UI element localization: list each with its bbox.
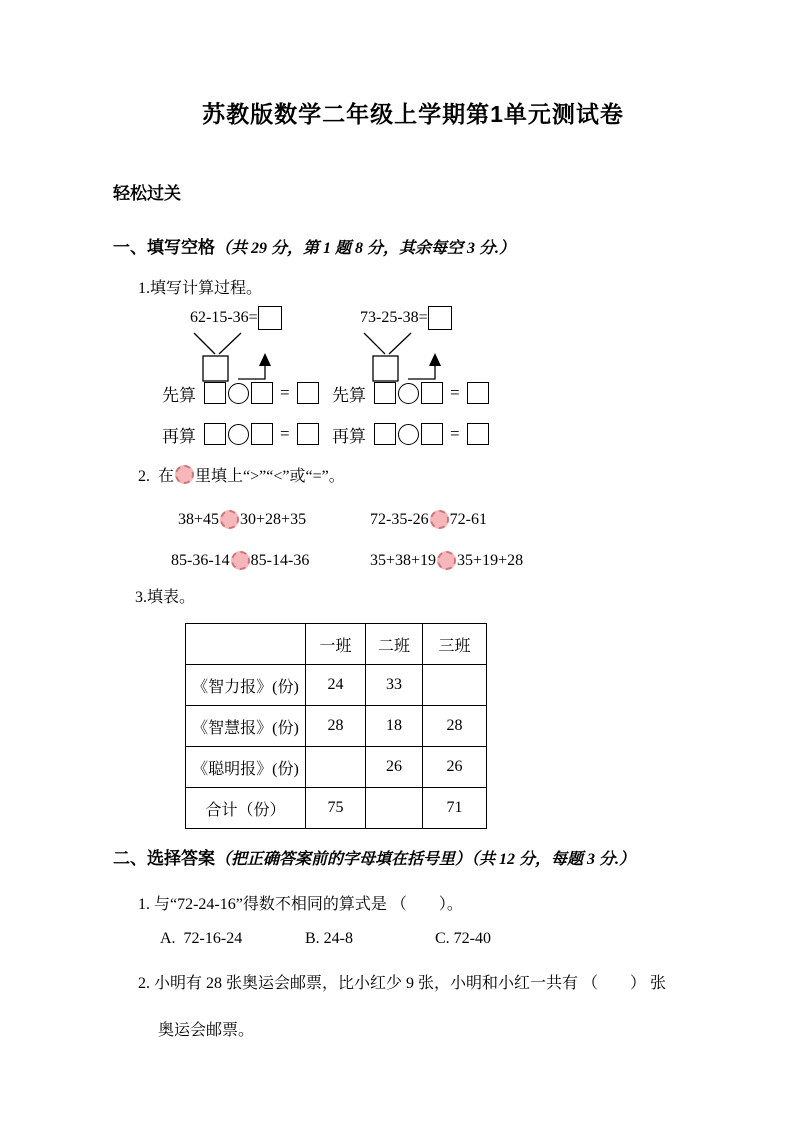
step-result-box: [373, 356, 398, 381]
section-two-heading: [113, 844, 713, 869]
compare-circle: [437, 551, 456, 570]
operator-circle: [228, 383, 249, 404]
table-cell: 24: [306, 665, 366, 706]
option-b: B. 24-8: [305, 930, 353, 947]
comparison-grid: [171, 510, 713, 570]
comparison-left: 85-36-14: [171, 551, 230, 569]
calc-col-left: [162, 306, 332, 447]
q3-label: 3.填表。: [135, 589, 196, 606]
table-row: [186, 665, 487, 706]
section-two-title: 二、选择答案: [113, 849, 215, 868]
row-label: 《智力报》(份): [186, 665, 306, 706]
up-arrow-head: [259, 353, 271, 366]
expression-text: 73-25-38=: [360, 309, 428, 326]
q1-label: 1.填写计算过程。: [138, 280, 263, 297]
answer-box: [421, 423, 443, 445]
split-arrow-diagram: [350, 332, 490, 384]
comparison-item: [171, 551, 370, 570]
calc-col-right: [332, 306, 502, 447]
first-step-label: 先算: [162, 385, 196, 405]
option-a: A. 72-16-24: [160, 930, 243, 947]
split-line-right: [389, 333, 411, 354]
up-arrow-shaft: [408, 365, 435, 379]
answer-box: [428, 306, 452, 330]
table-cell: 26: [423, 747, 487, 788]
equals-sign: =: [280, 424, 290, 443]
table-cell: 26: [366, 747, 423, 788]
operator-circle: [398, 424, 419, 445]
answer-box: [258, 306, 282, 330]
answer-box: [251, 423, 273, 445]
answer-box: [374, 423, 396, 445]
q2-label-prefix: 2. 在: [138, 468, 175, 485]
expression-text: 62-15-36=: [190, 309, 258, 326]
answer-box: [467, 382, 489, 404]
calc-process-area: [162, 306, 713, 447]
split-line-right: [219, 333, 241, 354]
second-step-row: [332, 421, 502, 447]
answer-box: [467, 423, 489, 445]
table-row: [186, 788, 487, 829]
expression-row-left: [190, 306, 332, 330]
first-step-label: 先算: [332, 385, 366, 405]
split-arrow-diagram: [180, 332, 320, 384]
second-step-label: 再算: [332, 426, 366, 446]
compare-circle: [231, 551, 250, 570]
operator-circle: [228, 424, 249, 445]
comparison-item: [370, 551, 713, 570]
comparison-left: 38+45: [178, 510, 220, 528]
equals-sign: =: [450, 383, 460, 402]
comparison-item: [178, 510, 370, 529]
table-cell: 28: [423, 706, 487, 747]
q2-label: [138, 463, 713, 486]
section-two-note: （把正确答案前的字母填在括号里）（共 12 分，每题 3 分.）: [215, 851, 636, 868]
q2-label-suffix: 里填上“>”“<”或“=”。: [195, 468, 345, 485]
table-row: [186, 706, 487, 747]
s2-q2-line2: 奥运会邮票。: [158, 1022, 255, 1039]
col-header-class3: 三班: [423, 624, 487, 665]
table-cell: 18: [366, 706, 423, 747]
up-arrow-head: [429, 353, 441, 366]
answer-box: [251, 382, 273, 404]
step-result-box: [203, 356, 228, 381]
s2-q1-options: [160, 930, 713, 948]
table-cell: 28: [306, 706, 366, 747]
pass-heading: 轻松过关: [113, 184, 181, 203]
table-cell: 33: [366, 665, 423, 706]
row-label: 合计（份）: [186, 788, 306, 829]
answer-box: [374, 382, 396, 404]
comparison-left: 35+38+19: [370, 551, 437, 569]
table-cell: [423, 665, 487, 706]
compare-circle: [175, 465, 194, 484]
table-corner-cell: [186, 624, 306, 665]
row-label: 《聪明报》(份): [186, 747, 306, 788]
comparison-item: [370, 510, 713, 529]
paper-title: 苏教版数学二年级上学期第1单元测试卷: [202, 101, 624, 127]
comparison-left: 72-35-26: [370, 510, 429, 528]
second-step-row: [162, 421, 332, 447]
table-cell: 75: [306, 788, 366, 829]
section-one-title: 一、填写空格: [113, 238, 215, 257]
option-c: C. 72-40: [435, 930, 491, 947]
section-one-note: （共 29 分，第 1 题 8 分，其余每空 3 分.）: [215, 240, 516, 257]
comparison-right: 85-14-36: [250, 551, 310, 569]
answer-box: [297, 423, 319, 445]
first-step-row: [332, 380, 502, 406]
split-line-left: [364, 333, 385, 354]
operator-circle: [398, 383, 419, 404]
second-step-label: 再算: [162, 426, 196, 446]
up-arrow-shaft: [238, 365, 265, 379]
table-cell: 71: [423, 788, 487, 829]
table-cell: [366, 788, 423, 829]
expression-row-right: [360, 306, 502, 330]
table-cell: [306, 747, 366, 788]
compare-circle: [220, 510, 239, 529]
newspaper-count-table: [185, 623, 487, 829]
split-line-left: [194, 333, 215, 354]
equals-sign: =: [450, 424, 460, 443]
answer-box: [421, 382, 443, 404]
col-header-class2: 二班: [366, 624, 423, 665]
s2-q2-line1: 2. 小明有 28 张奥运会邮票，比小红少 9 张，小明和小红一共有 （ ） 张: [138, 975, 667, 992]
table-row: [186, 747, 487, 788]
table-header-row: [186, 624, 487, 665]
comparison-right: 30+28+35: [240, 510, 307, 528]
answer-box: [204, 423, 226, 445]
col-header-class1: 一班: [306, 624, 366, 665]
first-step-row: [162, 380, 332, 406]
comparison-right: 35+19+28: [457, 551, 524, 569]
row-label: 《智慧报》(份): [186, 706, 306, 747]
equals-sign: =: [280, 383, 290, 402]
s2-q1-text: 1. 与“72-24-16”得数不相同的算式是 （ ）。: [138, 896, 463, 913]
answer-box: [204, 382, 226, 404]
section-one-heading: [113, 233, 713, 258]
compare-circle: [430, 510, 449, 529]
answer-box: [297, 382, 319, 404]
comparison-right: 72-61: [449, 510, 487, 528]
